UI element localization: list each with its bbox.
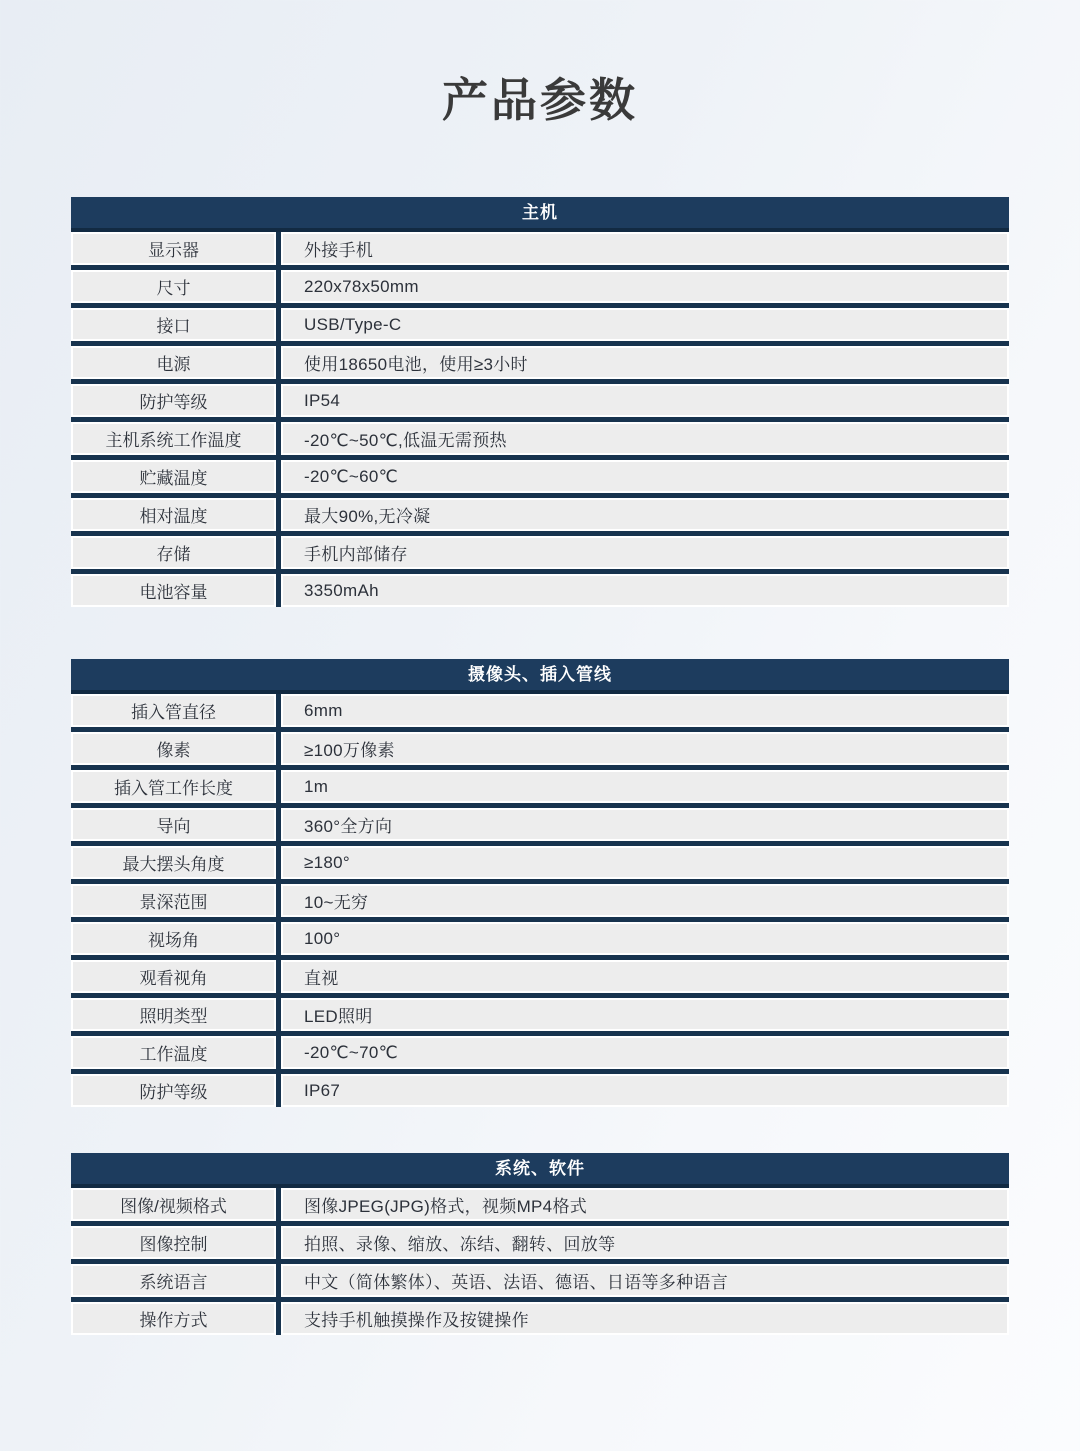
spec-row-value: 10~无穷 <box>281 884 1009 917</box>
spec-row-label: 贮藏温度 <box>71 460 276 493</box>
spec-row-value: 100° <box>281 922 1009 955</box>
spec-table-camera-tube <box>71 659 1009 1107</box>
spec-row-label: 尺寸 <box>71 270 276 303</box>
spec-row-value: 360°全方向 <box>281 808 1009 841</box>
spec-row-label: 导向 <box>71 808 276 841</box>
spec-row-value: USB/Type-C <box>281 308 1009 341</box>
spec-row-label: 相对温度 <box>71 498 276 531</box>
spec-table-host <box>71 197 1009 607</box>
spec-row-value: 中文（简体繁体）、英语、法语、德语、日语等多种语言 <box>281 1264 1009 1297</box>
spec-row-value: 支持手机触摸操作及按键操作 <box>281 1302 1009 1335</box>
spec-row-label: 照明类型 <box>71 998 276 1031</box>
spec-row-value: 220x78x50mm <box>281 270 1009 303</box>
spec-row-value: 外接手机 <box>281 232 1009 265</box>
spec-row-value: -20℃~50℃,低温无需预热 <box>281 422 1009 455</box>
spec-row-label: 接口 <box>71 308 276 341</box>
spec-table-system-software <box>71 1153 1009 1335</box>
spec-row-label: 显示器 <box>71 232 276 265</box>
spec-row-label: 操作方式 <box>71 1302 276 1335</box>
table-body-camera-tube <box>71 694 1009 1107</box>
spec-row-value: 图像JPEG(JPG)格式，视频MP4格式 <box>281 1188 1009 1221</box>
spec-row-label: 主机系统工作温度 <box>71 422 276 455</box>
spec-row-label: 电源 <box>71 346 276 379</box>
spec-row-value: -20℃~60℃ <box>281 460 1009 493</box>
page-title: 产品参数 <box>442 74 638 126</box>
spec-row-value: LED照明 <box>281 998 1009 1031</box>
spec-row-value: 6mm <box>281 694 1009 727</box>
spec-row-value: IP67 <box>281 1074 1009 1107</box>
table-body-host <box>71 232 1009 607</box>
spec-row-value: 手机内部储存 <box>281 536 1009 569</box>
spec-row-label: 观看视角 <box>71 960 276 993</box>
spec-row-value: 直视 <box>281 960 1009 993</box>
spec-row-label: 最大摆头角度 <box>71 846 276 879</box>
spec-row-label: 防护等级 <box>71 384 276 417</box>
spec-row-value: 1m <box>281 770 1009 803</box>
spec-row-label: 工作温度 <box>71 1036 276 1069</box>
spec-row-label: 景深范围 <box>71 884 276 917</box>
spec-row-label: 系统语言 <box>71 1264 276 1297</box>
spec-row-value: ≥180° <box>281 846 1009 879</box>
spec-row-label: 图像控制 <box>71 1226 276 1259</box>
table-header-host: 主机 <box>71 197 1009 232</box>
spec-row-value: 使用18650电池，使用≥3小时 <box>281 346 1009 379</box>
spec-row-value: 最大90%,无冷凝 <box>281 498 1009 531</box>
spec-row-value: -20℃~70℃ <box>281 1036 1009 1069</box>
spec-row-label: 防护等级 <box>71 1074 276 1107</box>
page <box>71 70 1009 1335</box>
spec-row-label: 视场角 <box>71 922 276 955</box>
spec-row-value: 3350mAh <box>281 574 1009 607</box>
table-header-camera-tube: 摄像头、插入管线 <box>71 659 1009 694</box>
spec-row-value: IP54 <box>281 384 1009 417</box>
spec-row-label: 插入管直径 <box>71 694 276 727</box>
spec-row-value: ≥100万像素 <box>281 732 1009 765</box>
spec-row-label: 像素 <box>71 732 276 765</box>
spec-row-label: 图像/视频格式 <box>71 1188 276 1221</box>
spec-row-value: 拍照、录像、缩放、冻结、翻转、回放等 <box>281 1226 1009 1259</box>
spec-row-label: 电池容量 <box>71 574 276 607</box>
table-header-system-software: 系统、软件 <box>71 1153 1009 1188</box>
spec-row-label: 存储 <box>71 536 276 569</box>
spec-row-label: 插入管工作长度 <box>71 770 276 803</box>
table-body-system-software <box>71 1188 1009 1335</box>
